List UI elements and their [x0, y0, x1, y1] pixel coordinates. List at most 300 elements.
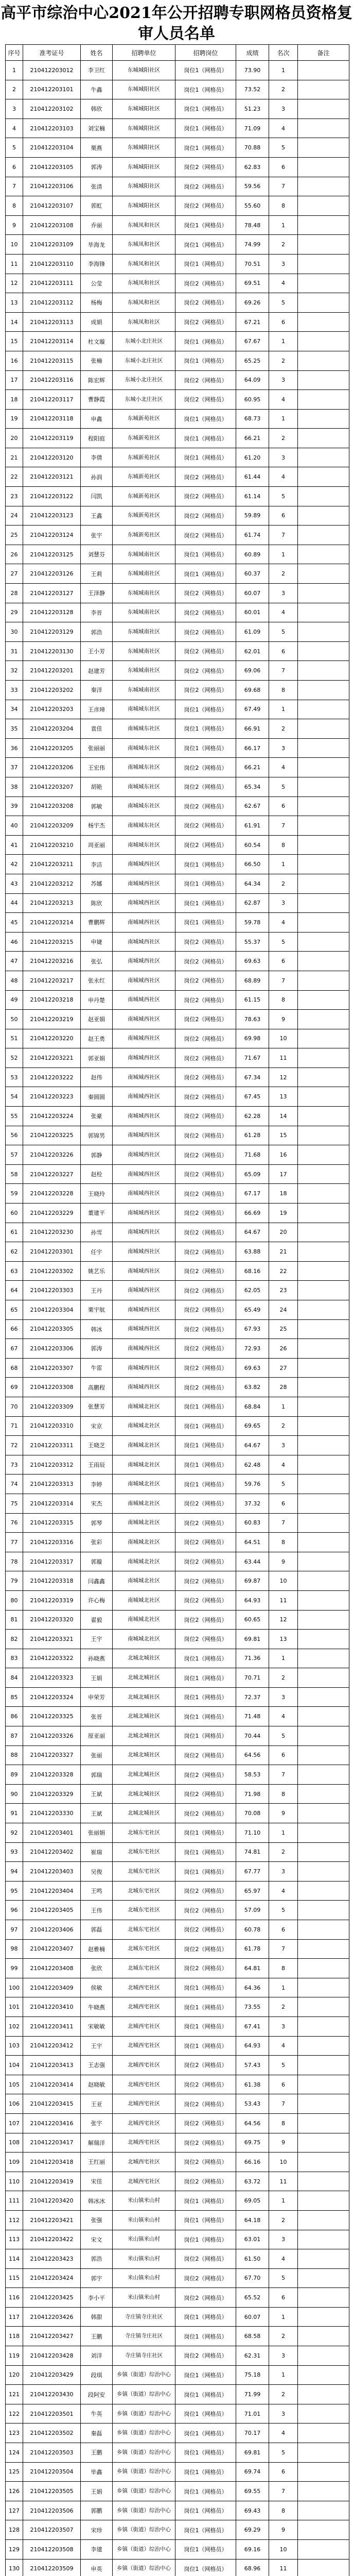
cell-unit: 乡镇（街道）综治中心 — [113, 2443, 175, 2463]
cell-unit: 南城城东社区 — [113, 796, 175, 816]
table-row — [6, 2307, 349, 2327]
cell-position: 岗位1（网格员） — [175, 738, 236, 758]
cell-exam-number: 210412203417 — [23, 2133, 81, 2153]
cell-exam-number: 210412203504 — [23, 2462, 81, 2482]
cell-rank: 2 — [269, 2327, 298, 2346]
cell-rank: 7 — [269, 1513, 298, 1533]
cell-index: 123 — [6, 2424, 23, 2443]
cell-index: 85 — [6, 1687, 23, 1707]
cell-rank: 3 — [269, 1436, 298, 1455]
cell-remark — [298, 913, 349, 933]
cell-score: 73.55 — [236, 1997, 269, 2017]
cell-remark — [298, 1455, 349, 1475]
cell-score: 67.49 — [236, 700, 269, 719]
cell-unit: 北城西宅社区 — [113, 2075, 175, 2094]
cell-exam-number: 210412203130 — [23, 641, 81, 661]
cell-name: 李小平 — [81, 2288, 113, 2308]
cell-index: 26 — [6, 545, 23, 564]
table-row — [6, 681, 349, 700]
cell-name: 栗宇航 — [81, 1300, 113, 1320]
cell-remark — [298, 1687, 349, 1707]
cell-index: 53 — [6, 1067, 23, 1087]
cell-position: 岗位2（网格员） — [175, 816, 236, 836]
cell-name: 宋杰 — [81, 1494, 113, 1513]
cell-rank: 3 — [269, 99, 298, 119]
cell-exam-number: 210412203319 — [23, 1590, 81, 1610]
cell-position: 岗位2（网格员） — [175, 157, 236, 177]
cell-position: 岗位1（网格员） — [175, 1862, 236, 1882]
cell-exam-number: 210412203207 — [23, 777, 81, 796]
cell-exam-number: 210412203423 — [23, 2249, 81, 2269]
cell-name: 郭璇 — [81, 1552, 113, 1571]
cell-rank: 2 — [269, 80, 298, 99]
cell-rank: 17 — [269, 1164, 298, 1184]
cell-exam-number: 210412203119 — [23, 429, 81, 448]
table-row — [6, 80, 349, 99]
cell-score: 64.93 — [236, 1590, 269, 1610]
page-title — [0, 0, 353, 44]
cell-position: 岗位1（网格员） — [175, 1436, 236, 1455]
cell-exam-number: 210412203116 — [23, 370, 81, 390]
cell-score: 55.37 — [236, 932, 269, 952]
cell-index: 13 — [6, 293, 23, 313]
cell-unit: 南城城北社区 — [113, 1475, 175, 1494]
cell-position: 岗位2（网格员） — [175, 1261, 236, 1281]
cell-exam-number: 210412203508 — [23, 2540, 81, 2560]
cell-unit: 乡镇（街道）综治中心 — [113, 2365, 175, 2385]
table-row — [6, 1842, 349, 1862]
table-row — [6, 2191, 349, 2211]
cell-exam-number: 210412203425 — [23, 2288, 81, 2308]
cell-remark — [298, 622, 349, 642]
cell-name: 赵雅楠 — [81, 1939, 113, 1959]
cell-rank: 8 — [269, 681, 298, 700]
cell-unit: 东城城阳社区 — [113, 99, 175, 119]
cell-score: 65.52 — [236, 2288, 269, 2308]
cell-index: 17 — [6, 370, 23, 390]
cell-exam-number: 210412203205 — [23, 738, 81, 758]
cell-position: 岗位2（网格员） — [175, 1630, 236, 1649]
cell-position: 岗位1（网格员） — [175, 2559, 236, 2576]
cell-unit: 东城城阳社区 — [113, 61, 175, 80]
cell-remark — [298, 641, 349, 661]
cell-rank: 3 — [269, 2016, 298, 2036]
cell-index: 27 — [6, 564, 23, 584]
cell-name: 申婕 — [81, 932, 113, 952]
cell-exam-number: 210412203128 — [23, 603, 81, 622]
cell-index: 51 — [6, 1029, 23, 1048]
cell-rank: 12 — [269, 1067, 298, 1087]
cell-score: 61.20 — [236, 448, 269, 467]
cell-name: 原亚丽 — [81, 1726, 113, 1746]
cell-position: 岗位1（网格员） — [175, 138, 236, 158]
cell-unit: 南城城西社区 — [113, 1378, 175, 1397]
cell-position: 岗位2（网格员） — [175, 2268, 236, 2288]
cell-score: 68.84 — [236, 1397, 269, 1416]
cell-name: 段琪 — [81, 2365, 113, 2385]
table-row — [6, 2520, 349, 2540]
cell-index: 6 — [6, 157, 23, 177]
cell-score: 71.68 — [236, 1145, 269, 1165]
cell-position: 岗位2（网格员） — [175, 2249, 236, 2269]
cell-remark — [298, 196, 349, 216]
table-row — [6, 351, 349, 370]
cell-score: 65.49 — [236, 1300, 269, 1320]
cell-index: 103 — [6, 2036, 23, 2056]
cell-score: 68.96 — [236, 2559, 269, 2576]
cell-score: 63.01 — [236, 2230, 269, 2249]
cell-remark — [298, 2191, 349, 2211]
cell-position: 岗位2（网格员） — [175, 1164, 236, 1184]
cell-name: 郭锦男 — [81, 1126, 113, 1145]
table-row — [6, 99, 349, 119]
cell-index: 108 — [6, 2133, 23, 2153]
cell-remark — [298, 1901, 349, 1920]
cell-remark — [298, 2133, 349, 2153]
cell-name: 袁佳 — [81, 719, 113, 739]
cell-rank: 8 — [269, 2501, 298, 2520]
cell-name: 申鑫 — [81, 409, 113, 429]
cell-unit: 北城西宅社区 — [113, 2094, 175, 2114]
cell-exam-number: 210412203409 — [23, 1978, 81, 1997]
cell-index: 46 — [6, 932, 23, 952]
cell-exam-number: 210412203107 — [23, 196, 81, 216]
table-row — [6, 293, 349, 313]
cell-position: 岗位1（网格员） — [175, 2462, 236, 2482]
cell-score: 70.44 — [236, 1726, 269, 1746]
cell-position: 岗位1（网格员） — [175, 1397, 236, 1416]
cell-exam-number: 210412203301 — [23, 1242, 81, 1262]
cell-exam-number: 210412203101 — [23, 80, 81, 99]
cell-index: 102 — [6, 2016, 23, 2036]
cell-remark — [298, 61, 349, 80]
cell-score: 61.38 — [236, 2075, 269, 2094]
cell-rank: 5 — [269, 2268, 298, 2288]
cell-exam-number: 210412203406 — [23, 1920, 81, 1940]
table-row — [6, 1687, 349, 1707]
cell-name: 郭虹 — [81, 196, 113, 216]
cell-rank: 6 — [269, 1920, 298, 1940]
cell-position: 岗位1（网格员） — [175, 1978, 236, 1997]
table-row — [6, 1029, 349, 1048]
cell-position: 岗位1（网格员） — [175, 2191, 236, 2211]
cell-name: 张宇 — [81, 2113, 113, 2133]
cell-rank: 9 — [269, 1010, 298, 1029]
cell-position: 岗位1（网格员） — [175, 409, 236, 429]
page-title-line1: 高平市综治中心2021年公开招聘专职网格员资格复 — [1, 4, 352, 22]
cell-index: 24 — [6, 506, 23, 526]
cell-score: 51.23 — [236, 99, 269, 119]
cell-rank: 1 — [269, 2191, 298, 2211]
cell-remark — [298, 2094, 349, 2114]
cell-position: 岗位1（网格员） — [175, 235, 236, 255]
cell-exam-number: 210412203210 — [23, 835, 81, 855]
cell-position: 岗位2（网格员） — [175, 835, 236, 855]
cell-exam-number: 210412203415 — [23, 2094, 81, 2114]
cell-name: 董建平 — [81, 1204, 113, 1223]
cell-remark — [298, 138, 349, 158]
cell-remark — [298, 2172, 349, 2191]
cell-unit: 乡镇（街道）综治中心 — [113, 2462, 175, 2482]
cell-score: 69.63 — [236, 1358, 269, 1378]
cell-index: 75 — [6, 1494, 23, 1513]
cell-index: 110 — [6, 2172, 23, 2191]
cell-score: 67.34 — [236, 1067, 269, 1087]
cell-score: 69.16 — [236, 2540, 269, 2560]
cell-index: 70 — [6, 1397, 23, 1416]
table-row — [6, 138, 349, 158]
cell-unit: 寺庄镇寺庄社区 — [113, 2307, 175, 2327]
table-row — [6, 1823, 349, 1843]
cell-score: 72.93 — [236, 1339, 269, 1359]
header-index: 序号 — [6, 45, 23, 61]
cell-name: 张慧芳 — [81, 1397, 113, 1416]
table-row — [6, 816, 349, 836]
cell-name: 张强 — [81, 2210, 113, 2230]
cell-rank: 23 — [269, 1281, 298, 1300]
table-row — [6, 2075, 349, 2094]
cell-remark — [298, 584, 349, 603]
cell-exam-number: 210412203316 — [23, 1533, 81, 1552]
table-row — [6, 2404, 349, 2424]
cell-name: 赵栓 — [81, 1164, 113, 1184]
cell-name: 郭浩 — [81, 2249, 113, 2269]
cell-score: 65.34 — [236, 777, 269, 796]
cell-index: 74 — [6, 1475, 23, 1494]
cell-index: 105 — [6, 2075, 23, 2094]
cell-position: 岗位1（网格员） — [175, 2016, 236, 2036]
cell-unit: 南城城西社区 — [113, 1048, 175, 1068]
cell-name: 赵王勇 — [81, 1029, 113, 1048]
cell-unit: 东城城阳社区 — [113, 138, 175, 158]
cell-exam-number: 210412203220 — [23, 1029, 81, 1048]
cell-score: 66.21 — [236, 758, 269, 777]
cell-score: 60.65 — [236, 1610, 269, 1630]
cell-exam-number: 210412203218 — [23, 990, 81, 1010]
cell-name: 刘洋 — [81, 2346, 113, 2366]
cell-index: 124 — [6, 2443, 23, 2463]
cell-index: 100 — [6, 1978, 23, 1997]
cell-rank: 2 — [269, 874, 298, 893]
cell-position: 岗位2（网格员） — [175, 641, 236, 661]
cell-name: 牛晓燕 — [81, 1997, 113, 2017]
cell-name: 王鸣 — [81, 1881, 113, 1901]
cell-index: 121 — [6, 2385, 23, 2404]
table-row — [6, 506, 349, 526]
cell-exam-number: 210412203305 — [23, 1319, 81, 1339]
cell-position: 岗位2（网格员） — [175, 661, 236, 681]
cell-remark — [298, 2307, 349, 2327]
cell-position: 岗位2（网格员） — [175, 2133, 236, 2153]
cell-exam-number: 210412203123 — [23, 506, 81, 526]
cell-name: 郭敏 — [81, 796, 113, 816]
cell-score: 69.26 — [236, 293, 269, 313]
table-row — [6, 215, 349, 235]
cell-remark — [298, 855, 349, 874]
cell-name: 李倩 — [81, 448, 113, 467]
cell-index: 112 — [6, 2210, 23, 2230]
cell-rank: 8 — [269, 2113, 298, 2133]
cell-index: 97 — [6, 1920, 23, 1940]
cell-unit: 北城北城社区 — [113, 1804, 175, 1823]
cell-score: 67.67 — [236, 332, 269, 351]
cell-exam-number: 210412203407 — [23, 1939, 81, 1959]
cell-unit: 南城城东社区 — [113, 700, 175, 719]
cell-unit: 北城北城社区 — [113, 1765, 175, 1785]
cell-rank: 4 — [269, 913, 298, 933]
cell-rank: 5 — [269, 487, 298, 506]
cell-rank: 18 — [269, 1184, 298, 1204]
cell-rank: 1 — [269, 409, 298, 429]
cell-remark — [298, 835, 349, 855]
cell-index: 117 — [6, 2307, 23, 2327]
cell-remark — [298, 1784, 349, 1804]
cell-unit: 南城城西社区 — [113, 1223, 175, 1242]
cell-rank: 6 — [269, 2462, 298, 2482]
cell-remark — [298, 2153, 349, 2172]
cell-score: 59.78 — [236, 913, 269, 933]
cell-exam-number: 210412203215 — [23, 932, 81, 952]
cell-rank: 6 — [269, 506, 298, 526]
table-row — [6, 913, 349, 933]
cell-rank: 14 — [269, 1107, 298, 1126]
cell-position: 岗位1（网格员） — [175, 2404, 236, 2424]
cell-index: 127 — [6, 2501, 23, 2520]
cell-position: 岗位2（网格员） — [175, 1513, 236, 1533]
cell-exam-number: 210412203113 — [23, 312, 81, 332]
cell-score: 66.91 — [236, 719, 269, 739]
cell-remark — [298, 254, 349, 274]
cell-remark — [298, 390, 349, 410]
cell-position: 岗位1（网格员） — [175, 2540, 236, 2560]
cell-score: 57.09 — [236, 1901, 269, 1920]
cell-index: 63 — [6, 1261, 23, 1281]
cell-name: 赵伟 — [81, 1067, 113, 1087]
cell-position: 岗位2（网格员） — [175, 2346, 236, 2366]
table-row — [6, 61, 349, 80]
cell-score: 67.70 — [236, 2268, 269, 2288]
cell-name: 王斌 — [81, 1804, 113, 1823]
cell-remark — [298, 1223, 349, 1242]
cell-position: 岗位1（网格员） — [175, 2482, 236, 2501]
cell-score: 69.55 — [236, 2482, 269, 2501]
cell-position: 岗位2（网格员） — [175, 758, 236, 777]
cell-position: 岗位1（网格员） — [175, 1668, 236, 1688]
table-row — [6, 157, 349, 177]
cell-unit: 北城北城社区 — [113, 1784, 175, 1804]
cell-score: 58.53 — [236, 1765, 269, 1785]
cell-rank: 10 — [269, 1571, 298, 1591]
cell-unit: 东城新苑社区 — [113, 448, 175, 467]
cell-index: 72 — [6, 1436, 23, 1455]
table-row — [6, 2540, 349, 2560]
cell-rank: 7 — [269, 971, 298, 990]
cell-exam-number: 210412203503 — [23, 2443, 81, 2463]
cell-rank: 4 — [269, 2249, 298, 2269]
cell-name: 宋佳 — [81, 2172, 113, 2191]
table-row — [6, 545, 349, 564]
table-row — [6, 1455, 349, 1475]
cell-score: 60.37 — [236, 564, 269, 584]
cell-index: 104 — [6, 2056, 23, 2075]
cell-unit: 北城北城社区 — [113, 1707, 175, 1726]
cell-position: 岗位2（网格员） — [175, 1067, 236, 1087]
cell-position: 岗位1（网格员） — [175, 1649, 236, 1668]
cell-unit: 南城城西社区 — [113, 952, 175, 971]
cell-rank: 2 — [269, 429, 298, 448]
cell-exam-number: 210412203416 — [23, 2113, 81, 2133]
cell-name: 张欣 — [81, 1959, 113, 1978]
cell-name: 张楠 — [81, 351, 113, 370]
cell-position: 岗位2（网格员） — [175, 622, 236, 642]
cell-exam-number: 210412203330 — [23, 1804, 81, 1823]
cell-position: 岗位2（网格员） — [175, 196, 236, 216]
cell-index: 14 — [6, 312, 23, 332]
cell-exam-number: 210412203408 — [23, 1959, 81, 1978]
table-row — [6, 1281, 349, 1300]
table-row — [6, 390, 349, 410]
cell-remark — [298, 506, 349, 526]
cell-index: 129 — [6, 2540, 23, 2560]
cell-index: 113 — [6, 2230, 23, 2249]
cell-exam-number: 210412203413 — [23, 2056, 81, 2075]
cell-name: 郭磊 — [81, 1920, 113, 1940]
cell-score: 60.83 — [236, 1513, 269, 1533]
cell-index: 54 — [6, 1087, 23, 1107]
cell-remark — [298, 1048, 349, 1068]
cell-position: 岗位2（网格员） — [175, 1107, 236, 1126]
cell-remark — [298, 1707, 349, 1726]
cell-position: 岗位2（网格员） — [175, 2288, 236, 2308]
cell-rank: 8 — [269, 835, 298, 855]
cell-unit: 东城新苑社区 — [113, 487, 175, 506]
cell-name: 翟毅 — [81, 1610, 113, 1630]
cell-score: 59.89 — [236, 506, 269, 526]
cell-score: 53.43 — [236, 2094, 269, 2114]
cell-index: 29 — [6, 603, 23, 622]
table-row — [6, 1204, 349, 1223]
cell-exam-number: 210412203426 — [23, 2307, 81, 2327]
table-row — [6, 1745, 349, 1765]
cell-unit: 南城城东社区 — [113, 816, 175, 836]
cell-position: 岗位1（网格员） — [175, 874, 236, 893]
cell-unit: 东城城阳社区 — [113, 177, 175, 196]
cell-name: 杨梅 — [81, 293, 113, 313]
table-row — [6, 719, 349, 739]
cell-index: 35 — [6, 719, 23, 739]
cell-name: 郭静 — [81, 1145, 113, 1165]
cell-exam-number: 210412203312 — [23, 1455, 81, 1475]
cell-score: 64.56 — [236, 2113, 269, 2133]
cell-index: 45 — [6, 913, 23, 933]
cell-index: 64 — [6, 1281, 23, 1300]
cell-score: 62.48 — [236, 1455, 269, 1475]
cell-rank: 5 — [269, 1726, 298, 1746]
cell-score: 61.78 — [236, 1939, 269, 1959]
cell-rank: 4 — [269, 274, 298, 293]
cell-remark — [298, 1281, 349, 1300]
cell-exam-number: 210412203401 — [23, 1823, 81, 1843]
cell-exam-number: 210412203216 — [23, 952, 81, 971]
cell-index: 9 — [6, 215, 23, 235]
cell-index: 95 — [6, 1881, 23, 1901]
cell-unit: 东城城南社区 — [113, 545, 175, 564]
cell-name: 郭鹏 — [81, 2501, 113, 2520]
table-row — [6, 1649, 349, 1668]
cell-remark — [298, 719, 349, 739]
table-row — [6, 758, 349, 777]
cell-position: 岗位1（网格员） — [175, 1842, 236, 1862]
